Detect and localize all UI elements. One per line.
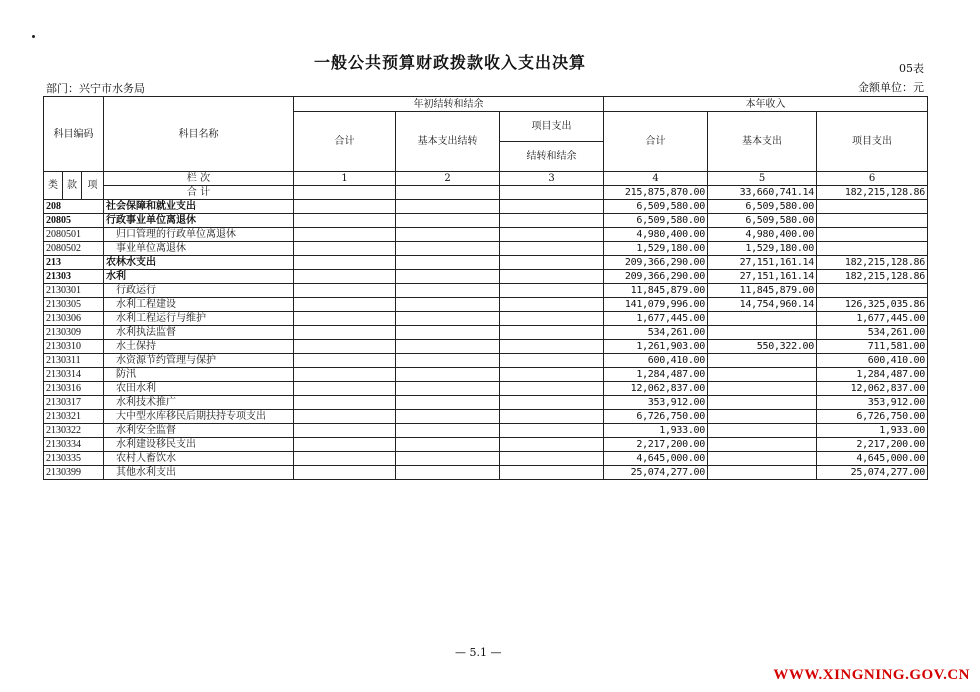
table-row — [44, 298, 928, 312]
row-carry-project — [500, 228, 604, 242]
row-income-project: 534,261.00 — [817, 326, 928, 340]
row-carry-basic — [396, 270, 500, 284]
row-income-total: 11,845,879.00 — [604, 284, 708, 298]
header-name: 科目名称 — [104, 97, 294, 172]
row-carry-total — [294, 424, 396, 438]
row-income-total: 209,366,290.00 — [604, 256, 708, 270]
row-income-total: 2,217,200.00 — [604, 438, 708, 452]
row-income-project: 1,284,487.00 — [817, 368, 928, 382]
row-carry-project — [500, 382, 604, 396]
row-income-project: 182,215,128.86 — [817, 270, 928, 284]
row-income-project: 353,912.00 — [817, 396, 928, 410]
header-group-income: 本年收入 — [604, 97, 928, 112]
row-income-total: 1,933.00 — [604, 424, 708, 438]
header-kuan: 款 — [63, 172, 82, 200]
row-name: 农田水利 — [104, 382, 294, 396]
row-code: 2080502 — [44, 242, 104, 256]
table-row — [44, 200, 928, 214]
row-carry-basic — [396, 396, 500, 410]
row-name: 农林水支出 — [104, 256, 294, 270]
table-row — [44, 354, 928, 368]
row-carry-basic — [396, 228, 500, 242]
row-name: 大中型水库移民后期扶持专项支出 — [104, 410, 294, 424]
row-income-basic: 27,151,161.14 — [708, 270, 817, 284]
row-income-project: 6,726,750.00 — [817, 410, 928, 424]
table-row — [44, 396, 928, 410]
row-income-basic — [708, 382, 817, 396]
row-name: 水利工程运行与维护 — [104, 312, 294, 326]
row-carry-total — [294, 200, 396, 214]
row-carry-project — [500, 242, 604, 256]
row-code: 2130399 — [44, 466, 104, 480]
row-name: 归口管理的行政单位离退休 — [104, 228, 294, 242]
row-carry-total — [294, 396, 396, 410]
budget-table — [43, 96, 928, 480]
table-row — [44, 242, 928, 256]
row-income-project — [817, 228, 928, 242]
row-carry-project — [500, 340, 604, 354]
row-carry-total — [294, 312, 396, 326]
column-number-3: 3 — [500, 172, 604, 186]
header-project-carry-line2: 结转和结余 — [500, 142, 604, 172]
row-code: 2130301 — [44, 284, 104, 298]
row-income-total: 12,062,837.00 — [604, 382, 708, 396]
row-carry-project — [500, 270, 604, 284]
row-carry-basic — [396, 410, 500, 424]
row-name: 其他水利支出 — [104, 466, 294, 480]
row-income-project: 711,581.00 — [817, 340, 928, 354]
row-income-basic: 550,322.00 — [708, 340, 817, 354]
header-xiang: 项 — [82, 172, 104, 200]
row-income-total: 1,261,903.00 — [604, 340, 708, 354]
row-carry-basic — [396, 214, 500, 228]
row-carry-total — [294, 368, 396, 382]
header-income-total: 合计 — [604, 112, 708, 172]
row-income-project: 1,677,445.00 — [817, 312, 928, 326]
row-income-basic — [708, 424, 817, 438]
row-carry-basic — [396, 354, 500, 368]
row-name: 水利技术推广 — [104, 396, 294, 410]
header-project: 项目支出 — [817, 112, 928, 172]
table-row — [44, 410, 928, 424]
row-income-basic — [708, 410, 817, 424]
row-carry-project — [500, 452, 604, 466]
row-income-total: 6,726,750.00 — [604, 410, 708, 424]
table-row — [44, 466, 928, 480]
row-income-project — [817, 214, 928, 228]
row-income-total: 1,677,445.00 — [604, 312, 708, 326]
row-name: 水利执法监督 — [104, 326, 294, 340]
total-basic: 33,660,741.14 — [708, 186, 817, 200]
row-income-total: 600,410.00 — [604, 354, 708, 368]
row-income-project — [817, 284, 928, 298]
row-carry-basic — [396, 424, 500, 438]
page-number: — 5.1 — — [455, 646, 502, 659]
table-row — [44, 368, 928, 382]
row-carry-project — [500, 368, 604, 382]
row-code: 2130321 — [44, 410, 104, 424]
row-carry-total — [294, 326, 396, 340]
header-lei: 类 — [44, 172, 63, 200]
row-income-total: 4,980,400.00 — [604, 228, 708, 242]
row-carry-total — [294, 466, 396, 480]
row-name: 行政事业单位离退休 — [104, 214, 294, 228]
row-income-basic — [708, 326, 817, 340]
total-label: 合 计 — [104, 186, 294, 200]
row-carry-project — [500, 256, 604, 270]
row-name: 水土保持 — [104, 340, 294, 354]
header-project-carry-line1: 项目支出 — [500, 112, 604, 142]
column-number-2: 2 — [396, 172, 500, 186]
row-carry-project — [500, 214, 604, 228]
row-name: 行政运行 — [104, 284, 294, 298]
row-income-basic — [708, 466, 817, 480]
row-code: 2130306 — [44, 312, 104, 326]
row-income-project: 600,410.00 — [817, 354, 928, 368]
row-income-total: 209,366,290.00 — [604, 270, 708, 284]
row-carry-total — [294, 452, 396, 466]
row-carry-total — [294, 410, 396, 424]
row-carry-total — [294, 354, 396, 368]
row-income-total: 1,284,487.00 — [604, 368, 708, 382]
total-project: 182,215,128.86 — [817, 186, 928, 200]
row-income-basic: 6,509,580.00 — [708, 200, 817, 214]
row-carry-basic — [396, 256, 500, 270]
row-carry-total — [294, 340, 396, 354]
row-carry-basic — [396, 368, 500, 382]
row-income-basic: 14,754,960.14 — [708, 298, 817, 312]
row-carry-basic — [396, 284, 500, 298]
header-code: 科目编码 — [44, 97, 104, 172]
row-name: 水利建设移民支出 — [104, 438, 294, 452]
row-carry-project — [500, 410, 604, 424]
row-code: 2130334 — [44, 438, 104, 452]
row-code: 2080501 — [44, 228, 104, 242]
form-number: 05表 — [899, 62, 924, 75]
row-carry-total — [294, 438, 396, 452]
row-code: 2130309 — [44, 326, 104, 340]
row-carry-basic — [396, 438, 500, 452]
row-carry-project — [500, 326, 604, 340]
table-row — [44, 270, 928, 284]
row-name: 农村人畜饮水 — [104, 452, 294, 466]
row-name: 水资源节约管理与保护 — [104, 354, 294, 368]
row-income-project: 12,062,837.00 — [817, 382, 928, 396]
row-name: 水利 — [104, 270, 294, 284]
row-income-basic — [708, 438, 817, 452]
row-income-project — [817, 200, 928, 214]
row-code: 2130335 — [44, 452, 104, 466]
row-income-project: 25,074,277.00 — [817, 466, 928, 480]
column-number-1: 1 — [294, 172, 396, 186]
row-income-basic: 6,509,580.00 — [708, 214, 817, 228]
row-carry-project — [500, 466, 604, 480]
row-income-total: 4,645,000.00 — [604, 452, 708, 466]
row-carry-total — [294, 382, 396, 396]
table-row — [44, 326, 928, 340]
scan-speck — [32, 35, 35, 38]
total-row — [44, 186, 928, 200]
table-row — [44, 312, 928, 326]
row-carry-basic — [396, 382, 500, 396]
row-income-basic: 4,980,400.00 — [708, 228, 817, 242]
table-row — [44, 256, 928, 270]
row-income-basic — [708, 396, 817, 410]
row-code: 21303 — [44, 270, 104, 284]
table-row — [44, 424, 928, 438]
row-income-basic — [708, 452, 817, 466]
row-carry-project — [500, 424, 604, 438]
header-basic-carry: 基本支出结转 — [396, 112, 500, 172]
row-name: 水利工程建设 — [104, 298, 294, 312]
row-carry-total — [294, 270, 396, 284]
table-row — [44, 382, 928, 396]
column-number-6: 6 — [817, 172, 928, 186]
row-carry-basic — [396, 340, 500, 354]
row-income-total: 141,079,996.00 — [604, 298, 708, 312]
row-code: 2130316 — [44, 382, 104, 396]
row-income-project — [817, 242, 928, 256]
header-carry-total: 合计 — [294, 112, 396, 172]
row-carry-basic — [396, 452, 500, 466]
table-row — [44, 228, 928, 242]
row-carry-project — [500, 354, 604, 368]
row-carry-basic — [396, 242, 500, 256]
row-income-basic: 27,151,161.14 — [708, 256, 817, 270]
header-group-carry: 年初结转和结余 — [294, 97, 604, 112]
row-carry-total — [294, 256, 396, 270]
department-label: 部门：兴宁市水务局 — [46, 82, 145, 95]
row-code: 2130305 — [44, 298, 104, 312]
table-row — [44, 452, 928, 466]
row-carry-total — [294, 228, 396, 242]
row-code: 213 — [44, 256, 104, 270]
row-carry-project — [500, 298, 604, 312]
header-basic: 基本支出 — [708, 112, 817, 172]
row-income-basic: 11,845,879.00 — [708, 284, 817, 298]
row-income-basic: 1,529,180.00 — [708, 242, 817, 256]
row-carry-basic — [396, 298, 500, 312]
amount-unit-label: 金额单位：元 — [858, 81, 924, 94]
row-name: 防汛 — [104, 368, 294, 382]
row-carry-basic — [396, 200, 500, 214]
row-carry-project — [500, 200, 604, 214]
row-carry-project — [500, 396, 604, 410]
row-code: 2130310 — [44, 340, 104, 354]
row-code: 2130317 — [44, 396, 104, 410]
row-carry-basic — [396, 326, 500, 340]
row-income-total: 6,509,580.00 — [604, 214, 708, 228]
row-income-basic — [708, 354, 817, 368]
row-name: 社会保障和就业支出 — [104, 200, 294, 214]
row-income-total: 534,261.00 — [604, 326, 708, 340]
watermark-url: WWW.XINGNING.GOV.CN — [773, 667, 970, 683]
row-income-total: 353,912.00 — [604, 396, 708, 410]
row-code: 208 — [44, 200, 104, 214]
row-carry-total — [294, 242, 396, 256]
row-carry-project — [500, 312, 604, 326]
row-code: 2130322 — [44, 424, 104, 438]
row-income-project: 4,645,000.00 — [817, 452, 928, 466]
row-name: 事业单位离退休 — [104, 242, 294, 256]
row-income-project: 2,217,200.00 — [817, 438, 928, 452]
row-carry-total — [294, 214, 396, 228]
row-income-total: 1,529,180.00 — [604, 242, 708, 256]
row-carry-basic — [396, 466, 500, 480]
row-income-total: 6,509,580.00 — [604, 200, 708, 214]
table-row — [44, 438, 928, 452]
row-income-project: 126,325,035.86 — [817, 298, 928, 312]
row-code: 20805 — [44, 214, 104, 228]
row-carry-basic — [396, 312, 500, 326]
row-income-project: 182,215,128.86 — [817, 256, 928, 270]
row-carry-total — [294, 284, 396, 298]
row-carry-project — [500, 284, 604, 298]
row-carry-project — [500, 438, 604, 452]
row-income-basic — [708, 368, 817, 382]
row-code: 2130314 — [44, 368, 104, 382]
row-income-project: 1,933.00 — [817, 424, 928, 438]
page-title: 一般公共预算财政拨款收入支出决算 — [313, 53, 586, 72]
column-number-5: 5 — [708, 172, 817, 186]
row-carry-total — [294, 298, 396, 312]
column-number-4: 4 — [604, 172, 708, 186]
total-amount: 215,875,870.00 — [604, 186, 708, 200]
row-name: 水利安全监督 — [104, 424, 294, 438]
row-income-basic — [708, 312, 817, 326]
header-lanci: 栏 次 — [104, 172, 294, 186]
table-row — [44, 214, 928, 228]
table-row — [44, 284, 928, 298]
row-income-total: 25,074,277.00 — [604, 466, 708, 480]
row-code: 2130311 — [44, 354, 104, 368]
table-row — [44, 340, 928, 354]
